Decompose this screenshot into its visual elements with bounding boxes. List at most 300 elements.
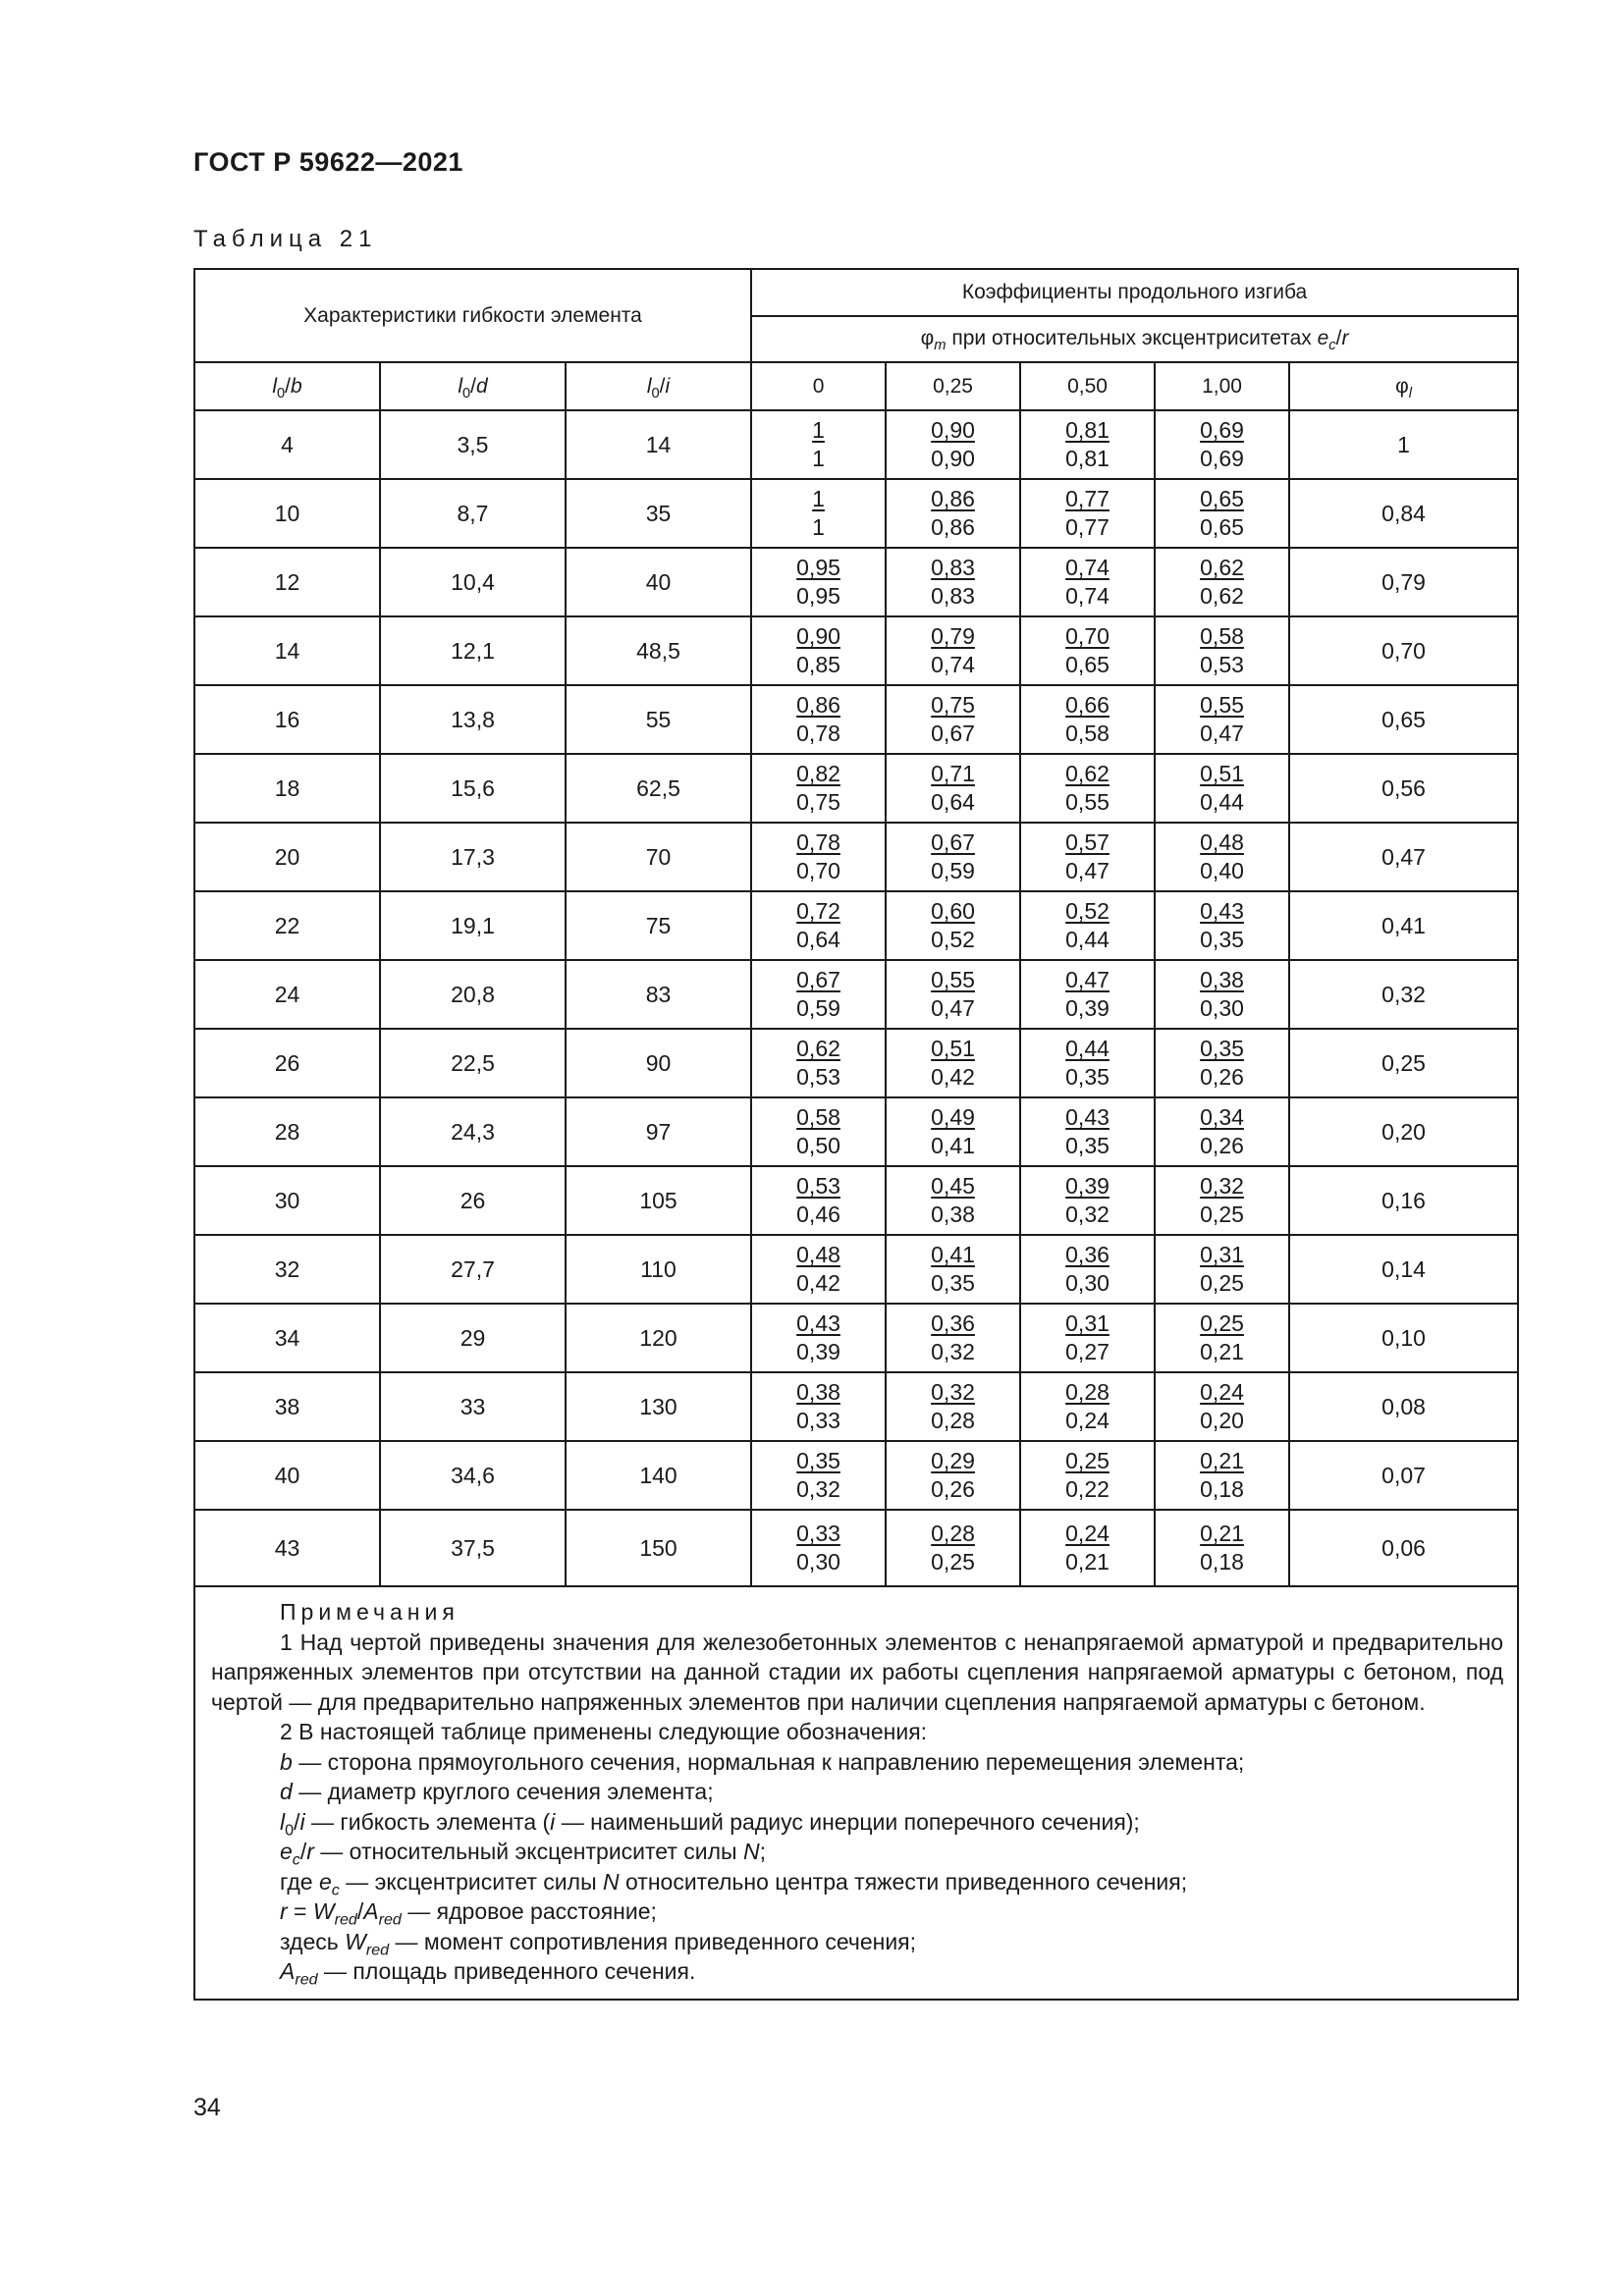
coefficient-table bbox=[193, 268, 1519, 2001]
value-above-line: 0,51 bbox=[1200, 761, 1244, 786]
fraction-value bbox=[931, 1378, 975, 1435]
def-r-text: — ядровое расстояние; bbox=[407, 1898, 657, 1924]
value-below-line: 0,35 bbox=[1065, 1133, 1110, 1158]
fraction-value bbox=[1065, 1103, 1110, 1160]
table-row bbox=[194, 1441, 1518, 1510]
cell-phi-m-025 bbox=[886, 1166, 1020, 1235]
value-above-line: 0,90 bbox=[931, 417, 975, 443]
value-below-line: 0,83 bbox=[931, 583, 975, 609]
phi-m-header bbox=[751, 316, 1518, 363]
cell-phi-l: 0,08 bbox=[1289, 1372, 1518, 1441]
def-ec-text-a: — эксцентриситет силы bbox=[346, 1868, 597, 1895]
value-below-line: 0,27 bbox=[1065, 1339, 1110, 1364]
value-below-line: 0,81 bbox=[1065, 446, 1110, 471]
cell-phi-m-0 bbox=[751, 1166, 886, 1235]
cell-phi-m-025 bbox=[886, 1097, 1020, 1166]
cell-l0i: 48,5 bbox=[566, 616, 751, 685]
cell-l0b: 18 bbox=[194, 754, 380, 823]
cell-phi-m-025 bbox=[886, 1235, 1020, 1304]
value-below-line: 0,21 bbox=[1200, 1339, 1244, 1364]
fraction-value bbox=[1200, 554, 1244, 611]
fraction-value bbox=[796, 622, 840, 679]
fraction-value bbox=[1200, 1241, 1244, 1298]
value-below-line: 0,21 bbox=[1065, 1549, 1110, 1575]
value-below-line: 0,53 bbox=[796, 1064, 840, 1090]
ec-r-symbol: $e_c/r$ bbox=[1317, 327, 1349, 354]
value-below-line: 0,33 bbox=[796, 1408, 840, 1433]
cell-phi-m-050 bbox=[1020, 1166, 1155, 1235]
coefficient-table-wrap bbox=[193, 268, 1517, 2001]
value-above-line: 0,65 bbox=[1200, 486, 1244, 511]
def-l0i-text-b: — наименьший радиус инерции поперечного сечения); bbox=[561, 1808, 1140, 1835]
col-header-ecr-100: 1,00 bbox=[1155, 362, 1289, 410]
cell-phi-m-0 bbox=[751, 960, 886, 1029]
value-below-line: 0,53 bbox=[1200, 652, 1244, 677]
value-below-line: 0,22 bbox=[1065, 1476, 1110, 1502]
def-ec-text-b: относительно центра тяжести приведенного сечения; bbox=[625, 1868, 1188, 1895]
cell-phi-m-050 bbox=[1020, 1372, 1155, 1441]
cell-l0d: 34,6 bbox=[380, 1441, 566, 1510]
fraction-value bbox=[812, 485, 825, 542]
fraction-value bbox=[1065, 1035, 1110, 1092]
fraction-value bbox=[796, 1035, 840, 1092]
fraction-value bbox=[931, 1172, 975, 1229]
value-above-line: 0,58 bbox=[1200, 623, 1244, 649]
value-above-line: 0,48 bbox=[796, 1242, 840, 1267]
cell-l0d: 20,8 bbox=[380, 960, 566, 1029]
value-below-line: 0,39 bbox=[796, 1339, 840, 1364]
fraction-value bbox=[812, 416, 825, 473]
cell-phi-m-0 bbox=[751, 891, 886, 960]
cell-phi-m-0 bbox=[751, 1029, 886, 1097]
fraction-value bbox=[1065, 485, 1110, 542]
value-above-line: 0,58 bbox=[796, 1104, 840, 1130]
cell-phi-m-0 bbox=[751, 1441, 886, 1510]
cell-phi-m-050 bbox=[1020, 1510, 1155, 1586]
value-below-line: 0,38 bbox=[931, 1201, 975, 1227]
value-below-line: 0,75 bbox=[796, 789, 840, 815]
table-row bbox=[194, 1304, 1518, 1372]
fraction-value bbox=[796, 1241, 840, 1298]
value-above-line: 0,31 bbox=[1200, 1242, 1244, 1267]
cell-l0i: 130 bbox=[566, 1372, 751, 1441]
value-below-line: 0,18 bbox=[1200, 1476, 1244, 1502]
value-above-line: 0,79 bbox=[931, 623, 975, 649]
cell-phi-m-100 bbox=[1155, 410, 1289, 479]
value-above-line: 0,21 bbox=[1200, 1448, 1244, 1473]
col-header-phi-l: $\varphi_l$ bbox=[1289, 362, 1518, 410]
cell-phi-m-0 bbox=[751, 410, 886, 479]
cell-l0i: 75 bbox=[566, 891, 751, 960]
value-above-line: 0,52 bbox=[1065, 898, 1110, 924]
cell-l0d: 24,3 bbox=[380, 1097, 566, 1166]
value-below-line: 0,59 bbox=[931, 858, 975, 883]
cell-l0i: 55 bbox=[566, 685, 751, 754]
value-above-line: 0,33 bbox=[796, 1521, 840, 1546]
value-below-line: 0,26 bbox=[931, 1476, 975, 1502]
fraction-value bbox=[1200, 1103, 1244, 1160]
table-row bbox=[194, 960, 1518, 1029]
fraction-value bbox=[1065, 1172, 1110, 1229]
value-above-line: 0,77 bbox=[1065, 486, 1110, 511]
value-above-line: 0,34 bbox=[1200, 1104, 1244, 1130]
cell-l0b: 20 bbox=[194, 823, 380, 891]
value-below-line: 0,67 bbox=[931, 721, 975, 746]
cell-l0b: 34 bbox=[194, 1304, 380, 1372]
value-above-line: 0,36 bbox=[931, 1310, 975, 1336]
fraction-value bbox=[931, 691, 975, 748]
cell-phi-m-025 bbox=[886, 1304, 1020, 1372]
cell-phi-m-100 bbox=[1155, 1097, 1289, 1166]
cell-phi-m-050 bbox=[1020, 823, 1155, 891]
cell-phi-m-050 bbox=[1020, 479, 1155, 548]
table-body bbox=[194, 410, 1518, 1586]
value-below-line: 0,70 bbox=[796, 858, 840, 883]
value-above-line: 0,35 bbox=[1200, 1036, 1244, 1061]
cell-phi-m-0 bbox=[751, 616, 886, 685]
value-above-line: 0,86 bbox=[796, 692, 840, 718]
cell-l0b: 32 bbox=[194, 1235, 380, 1304]
value-below-line: 0,47 bbox=[1200, 721, 1244, 746]
value-below-line: 0,65 bbox=[1200, 514, 1244, 540]
value-above-line: 0,39 bbox=[1065, 1173, 1110, 1199]
table-row bbox=[194, 1097, 1518, 1166]
fraction-value bbox=[1065, 416, 1110, 473]
value-below-line: 0,58 bbox=[1065, 721, 1110, 746]
fraction-value bbox=[1065, 691, 1110, 748]
fraction-value bbox=[931, 897, 975, 954]
value-below-line: 0,20 bbox=[1200, 1408, 1244, 1433]
cell-l0d: 17,3 bbox=[380, 823, 566, 891]
cell-phi-m-025 bbox=[886, 823, 1020, 891]
cell-l0b: 43 bbox=[194, 1510, 380, 1586]
value-below-line: 0,64 bbox=[796, 927, 840, 952]
fraction-value bbox=[1200, 1378, 1244, 1435]
fraction-value bbox=[1065, 1520, 1110, 1576]
cell-phi-l: 0,16 bbox=[1289, 1166, 1518, 1235]
value-above-line: 0,21 bbox=[1200, 1521, 1244, 1546]
value-above-line: 0,48 bbox=[1200, 829, 1244, 855]
cell-phi-m-025 bbox=[886, 1510, 1020, 1586]
table-caption: Таблица 21 bbox=[193, 226, 378, 252]
cell-phi-m-025 bbox=[886, 685, 1020, 754]
cell-l0d: 27,7 bbox=[380, 1235, 566, 1304]
fraction-value bbox=[796, 1309, 840, 1366]
cell-phi-m-025 bbox=[886, 1372, 1020, 1441]
cell-l0b: 16 bbox=[194, 685, 380, 754]
cell-l0d: 26 bbox=[380, 1166, 566, 1235]
fraction-value bbox=[1200, 691, 1244, 748]
cell-phi-l: 0,07 bbox=[1289, 1441, 1518, 1510]
cell-phi-m-025 bbox=[886, 1029, 1020, 1097]
value-above-line: 0,62 bbox=[1065, 761, 1110, 786]
document-header: ГОСТ Р 59622—2021 bbox=[193, 147, 463, 177]
fraction-value bbox=[931, 1447, 975, 1504]
cell-phi-l: 0,56 bbox=[1289, 754, 1518, 823]
value-below-line: 1 bbox=[812, 446, 825, 471]
value-below-line: 0,59 bbox=[796, 995, 840, 1021]
def-d: d — диаметр круглого сечения элемента; bbox=[280, 1779, 714, 1804]
value-below-line: 0,30 bbox=[1065, 1270, 1110, 1296]
cell-phi-m-050 bbox=[1020, 1441, 1155, 1510]
notes-title: Примечания bbox=[280, 1599, 460, 1625]
value-above-line: 0,67 bbox=[931, 829, 975, 855]
value-above-line: 0,43 bbox=[796, 1310, 840, 1336]
cell-l0i: 62,5 bbox=[566, 754, 751, 823]
cell-phi-m-050 bbox=[1020, 754, 1155, 823]
fraction-value bbox=[931, 966, 975, 1023]
value-above-line: 0,43 bbox=[1200, 898, 1244, 924]
cell-phi-m-0 bbox=[751, 1235, 886, 1304]
cell-l0b: 14 bbox=[194, 616, 380, 685]
value-above-line: 0,44 bbox=[1065, 1036, 1110, 1061]
fraction-value bbox=[1065, 554, 1110, 611]
value-above-line: 0,95 bbox=[796, 555, 840, 580]
cell-phi-m-050 bbox=[1020, 1097, 1155, 1166]
def-ec: где $e_c$ — эксцентриситет силы N относительно центра тяжести приведенного сечения; bbox=[280, 1868, 1188, 1899]
value-above-line: 0,55 bbox=[1200, 692, 1244, 718]
def-w: здесь $W_{red}$ — момент сопротивления приведенного сечения; bbox=[280, 1928, 917, 1959]
def-a-text: — площадь приведенного сечения. bbox=[324, 1958, 696, 1984]
cell-l0i: 105 bbox=[566, 1166, 751, 1235]
cell-phi-m-0 bbox=[751, 479, 886, 548]
fraction-value bbox=[1065, 1378, 1110, 1435]
value-above-line: 0,81 bbox=[1065, 417, 1110, 443]
coefficients-header: Коэффициенты продольного изгиба bbox=[751, 269, 1518, 316]
cell-phi-m-0 bbox=[751, 548, 886, 616]
value-above-line: 0,53 bbox=[796, 1173, 840, 1199]
fraction-value bbox=[796, 691, 840, 748]
value-above-line: 0,55 bbox=[931, 967, 975, 992]
col-header-l0b: $l_0/b$ bbox=[194, 362, 380, 410]
table-row bbox=[194, 1510, 1518, 1586]
cell-l0i: 97 bbox=[566, 1097, 751, 1166]
cell-l0d: 19,1 bbox=[380, 891, 566, 960]
value-above-line: 1 bbox=[812, 486, 825, 511]
cell-phi-m-025 bbox=[886, 754, 1020, 823]
value-above-line: 0,25 bbox=[1200, 1310, 1244, 1336]
fraction-value bbox=[931, 485, 975, 542]
cell-l0i: 110 bbox=[566, 1235, 751, 1304]
cell-phi-m-050 bbox=[1020, 410, 1155, 479]
fraction-value bbox=[796, 760, 840, 817]
value-above-line: 0,38 bbox=[796, 1379, 840, 1405]
fraction-value bbox=[1200, 1309, 1244, 1366]
table-row bbox=[194, 1235, 1518, 1304]
value-above-line: 0,60 bbox=[931, 898, 975, 924]
cell-phi-l: 0,20 bbox=[1289, 1097, 1518, 1166]
value-above-line: 0,62 bbox=[1200, 555, 1244, 580]
cell-phi-m-050 bbox=[1020, 616, 1155, 685]
def-w-text: — момент сопротивления приведенного сечения; bbox=[395, 1928, 917, 1954]
def-b-text: — сторона прямоугольного сечения, нормальная к направлению перемещения элемента; bbox=[298, 1748, 1245, 1775]
value-below-line: 0,32 bbox=[1065, 1201, 1110, 1227]
cell-phi-l: 0,47 bbox=[1289, 823, 1518, 891]
value-above-line: 0,72 bbox=[796, 898, 840, 924]
cell-l0b: 22 bbox=[194, 891, 380, 960]
cell-l0b: 40 bbox=[194, 1441, 380, 1510]
value-above-line: 0,49 bbox=[931, 1104, 975, 1130]
note-1: 1 Над чертой приведены значения для железобетонных элементов с ненапрягаемой арматурой и предварительно напряженных элементов при отсутствии на данной стадии их работы сцепления напрягаемой арматуры с бетоном, под чертой — для предварительно напряженных элементов при наличии сцепления напрягаемой арматуры с бетоном. bbox=[211, 1629, 1504, 1715]
fraction-value bbox=[1065, 897, 1110, 954]
cell-l0i: 14 bbox=[566, 410, 751, 479]
fraction-value bbox=[796, 897, 840, 954]
cell-phi-m-0 bbox=[751, 1372, 886, 1441]
cell-phi-m-0 bbox=[751, 1510, 886, 1586]
cell-phi-m-050 bbox=[1020, 1029, 1155, 1097]
cell-l0i: 40 bbox=[566, 548, 751, 616]
cell-phi-m-025 bbox=[886, 960, 1020, 1029]
cell-l0d: 33 bbox=[380, 1372, 566, 1441]
fraction-value bbox=[1200, 760, 1244, 817]
def-d-text: — диаметр круглого сечения элемента; bbox=[298, 1779, 714, 1804]
cell-phi-m-100 bbox=[1155, 754, 1289, 823]
cell-phi-m-100 bbox=[1155, 1372, 1289, 1441]
value-below-line: 0,78 bbox=[796, 721, 840, 746]
table-row bbox=[194, 548, 1518, 616]
cell-l0b: 12 bbox=[194, 548, 380, 616]
value-above-line: 0,86 bbox=[931, 486, 975, 511]
value-above-line: 0,51 bbox=[931, 1036, 975, 1061]
value-above-line: 0,66 bbox=[1065, 692, 1110, 718]
value-above-line: 0,67 bbox=[796, 967, 840, 992]
fraction-value bbox=[796, 554, 840, 611]
value-above-line: 0,41 bbox=[931, 1242, 975, 1267]
phi-m-symbol: $\varphi_m$ bbox=[920, 327, 947, 354]
value-above-line: 0,43 bbox=[1065, 1104, 1110, 1130]
fraction-value bbox=[931, 554, 975, 611]
flexibility-header: Характеристики гибкости элемента bbox=[194, 269, 751, 362]
cell-phi-m-100 bbox=[1155, 548, 1289, 616]
fraction-value bbox=[1065, 1241, 1110, 1298]
fraction-value bbox=[931, 416, 975, 473]
fraction-value bbox=[1065, 1309, 1110, 1366]
value-below-line: 0,35 bbox=[1065, 1064, 1110, 1090]
table-row bbox=[194, 616, 1518, 685]
fraction-value bbox=[931, 1309, 975, 1366]
fraction-value bbox=[931, 1241, 975, 1298]
fraction-value bbox=[931, 1103, 975, 1160]
value-below-line: 0,90 bbox=[931, 446, 975, 471]
value-below-line: 0,44 bbox=[1200, 789, 1244, 815]
cell-phi-l: 0,06 bbox=[1289, 1510, 1518, 1586]
table-row bbox=[194, 1166, 1518, 1235]
value-above-line: 0,74 bbox=[1065, 555, 1110, 580]
fraction-value bbox=[796, 1103, 840, 1160]
cell-l0i: 150 bbox=[566, 1510, 751, 1586]
col-header-ecr-050: 0,50 bbox=[1020, 362, 1155, 410]
cell-l0d: 15,6 bbox=[380, 754, 566, 823]
table-row bbox=[194, 891, 1518, 960]
value-below-line: 0,25 bbox=[1200, 1270, 1244, 1296]
value-below-line: 0,50 bbox=[796, 1133, 840, 1158]
value-below-line: 0,74 bbox=[931, 652, 975, 677]
cell-l0d: 37,5 bbox=[380, 1510, 566, 1586]
value-below-line: 0,24 bbox=[1065, 1408, 1110, 1433]
def-w-here: здесь bbox=[280, 1928, 339, 1954]
cell-l0d: 13,8 bbox=[380, 685, 566, 754]
def-l0i-text-a: — гибкость элемента ( bbox=[310, 1808, 551, 1835]
cell-phi-m-100 bbox=[1155, 685, 1289, 754]
cell-phi-m-100 bbox=[1155, 823, 1289, 891]
cell-phi-m-0 bbox=[751, 1304, 886, 1372]
fraction-value bbox=[1065, 622, 1110, 679]
value-below-line: 0,35 bbox=[1200, 927, 1244, 952]
value-above-line: 0,82 bbox=[796, 761, 840, 786]
table-row bbox=[194, 685, 1518, 754]
cell-phi-m-0 bbox=[751, 685, 886, 754]
cell-phi-l: 0,32 bbox=[1289, 960, 1518, 1029]
fraction-value bbox=[1200, 1447, 1244, 1504]
cell-l0b: 24 bbox=[194, 960, 380, 1029]
notes-cell bbox=[194, 1586, 1518, 2000]
cell-l0b: 10 bbox=[194, 479, 380, 548]
value-below-line: 0,30 bbox=[1200, 995, 1244, 1021]
value-above-line: 0,29 bbox=[931, 1448, 975, 1473]
value-above-line: 0,83 bbox=[931, 555, 975, 580]
def-ec-where: где bbox=[280, 1868, 313, 1895]
value-below-line: 0,28 bbox=[931, 1408, 975, 1433]
cell-phi-l: 0,25 bbox=[1289, 1029, 1518, 1097]
fraction-value bbox=[1200, 1520, 1244, 1576]
fraction-value bbox=[1200, 1172, 1244, 1229]
fraction-value bbox=[931, 828, 975, 885]
cell-phi-m-050 bbox=[1020, 548, 1155, 616]
cell-phi-m-025 bbox=[886, 616, 1020, 685]
def-b: b — сторона прямоугольного сечения, нормальная к направлению перемещения элемента; bbox=[280, 1748, 1245, 1775]
value-below-line: 0,32 bbox=[931, 1339, 975, 1364]
value-above-line: 0,62 bbox=[796, 1036, 840, 1061]
cell-phi-m-050 bbox=[1020, 960, 1155, 1029]
value-above-line: 0,24 bbox=[1065, 1521, 1110, 1546]
cell-phi-m-100 bbox=[1155, 1029, 1289, 1097]
cell-phi-m-0 bbox=[751, 1097, 886, 1166]
value-below-line: 0,62 bbox=[1200, 583, 1244, 609]
value-below-line: 0,42 bbox=[796, 1270, 840, 1296]
value-below-line: 0,35 bbox=[931, 1270, 975, 1296]
cell-phi-m-0 bbox=[751, 823, 886, 891]
cell-phi-m-100 bbox=[1155, 1304, 1289, 1372]
fraction-value bbox=[931, 622, 975, 679]
value-below-line: 0,74 bbox=[1065, 583, 1110, 609]
cell-l0d: 10,4 bbox=[380, 548, 566, 616]
value-below-line: 0,26 bbox=[1200, 1064, 1244, 1090]
value-above-line: 0,35 bbox=[796, 1448, 840, 1473]
def-a: $A_{red}$ — площадь приведенного сечения. bbox=[280, 1958, 696, 1989]
value-above-line: 0,71 bbox=[931, 761, 975, 786]
value-above-line: 0,45 bbox=[931, 1173, 975, 1199]
value-below-line: 0,86 bbox=[931, 514, 975, 540]
table-row bbox=[194, 1029, 1518, 1097]
fraction-value bbox=[1200, 828, 1244, 885]
fraction-value bbox=[931, 760, 975, 817]
cell-l0i: 120 bbox=[566, 1304, 751, 1372]
fraction-value bbox=[1065, 760, 1110, 817]
value-above-line: 0,31 bbox=[1065, 1310, 1110, 1336]
cell-phi-m-025 bbox=[886, 410, 1020, 479]
cell-phi-l: 0,79 bbox=[1289, 548, 1518, 616]
value-above-line: 0,78 bbox=[796, 829, 840, 855]
def-ecr-text: — относительный эксцентриситет силы bbox=[320, 1839, 737, 1864]
cell-phi-m-100 bbox=[1155, 1510, 1289, 1586]
value-above-line: 0,28 bbox=[931, 1521, 975, 1546]
cell-l0b: 30 bbox=[194, 1166, 380, 1235]
def-ecr: $e_c/r$ — относительный эксцентриситет силы N; bbox=[280, 1839, 766, 1869]
fraction-value bbox=[1200, 1035, 1244, 1092]
table-row bbox=[194, 754, 1518, 823]
fraction-value bbox=[796, 966, 840, 1023]
cell-l0d: 8,7 bbox=[380, 479, 566, 548]
